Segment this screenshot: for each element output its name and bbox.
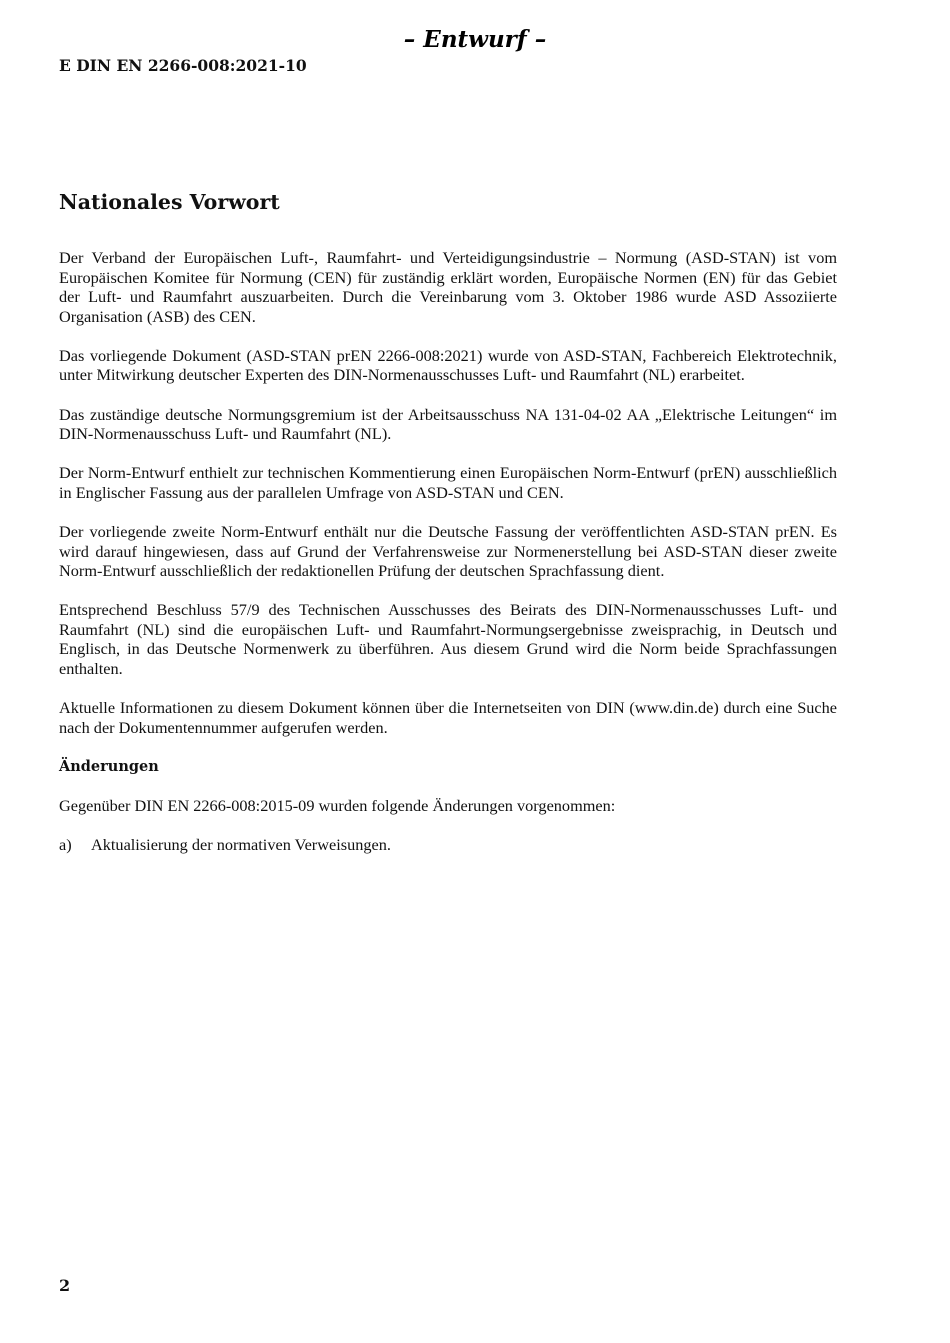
page-number: 2 (59, 1276, 71, 1295)
section-title: Nationales Vorwort (59, 190, 280, 214)
draft-watermark: – Entwurf – (403, 26, 547, 53)
paragraph-2: Das vorliegende Dokument (ASD-STAN prEN 2266-008:2021) wurde von ASD-STAN, Fachbereich Elektrotechnik, unter Mitwirkung deutscher Experten des DIN-Normenausschusses Luft- und Raumfahrt (NL) erarbeitet. (59, 345, 837, 385)
paragraph-7: Aktuelle Informationen zu diesem Dokument können über die Internetseiten von DIN (www.din.de) durch eine Suche nach der Dokumentennummer aufgerufen werden. (59, 698, 837, 737)
paragraph-5: Der vorliegende zweite Norm-Entwurf enthält nur die Deutsche Fassung der veröffentlichten ASD-STAN prEN. Es wird darauf hingewiesen, dass auf Grund der Verfahrensweise zur Normenerstellung bei ASD-STAN dieser zweite Norm-Entwurf ausschließlich der redaktionellen Prüfung der deutschen Sprachfassung dient. (59, 521, 837, 581)
changes-heading: Änderungen (59, 757, 159, 775)
list-item-text: Aktualisierung der normativen Verweisungen. (91, 834, 391, 854)
changes-intro: Gegenüber DIN EN 2266-008:2015-09 wurden folgende Änderungen vorgenommen: (59, 795, 616, 815)
paragraph-1: Der Verband der Europäischen Luft-, Raumfahrt- und Verteidigungsindustrie – Normung (ASD-STAN) ist vom Europäischen Komitee für Normung (CEN) für zuständig erklärt worden, Europäische Normen (EN) für das Gebiet der Luft- und Raumfahrt auszuarbeiten. Durch die Vereinbarung vom 3. Oktober 1986 wurde ASD Assoziierte Organisation (ASB) des CEN. (59, 248, 837, 326)
paragraph-3: Das zuständige deutsche Normungsgremium ist der Arbeitsausschuss NA 131-04-02 AA „Elektrische Leitungen“ im DIN-Normenausschuss Luft- und Raumfahrt (NL). (59, 404, 837, 444)
list-item (59, 835, 837, 855)
document-id: E DIN EN 2266-008:2021-10 (59, 56, 307, 75)
national-foreword-section (59, 187, 837, 855)
paragraph-6: Entsprechend Beschluss 57/9 des Technischen Ausschusses des Beirats des DIN-Normenausschusses Luft- und Raumfahrt (NL) sind die europäischen Luft- und Raumfahrt-Normungsergebnisse zweisprachig, in Deutsch und Englisch, in das Deutsche Normenwerk zu überführen. Aus diesem Grund wird die Norm beide Sprachfassungen enthalten. (59, 600, 837, 678)
paragraph-4: Der Norm-Entwurf enthielt zur technischen Kommentierung einen Europäischen Norm-Entwurf (prEN) ausschließlich in Englischer Fassung aus der parallelen Umfrage von ASD-STAN und CEN. (59, 463, 837, 502)
list-marker: a) (59, 834, 72, 854)
